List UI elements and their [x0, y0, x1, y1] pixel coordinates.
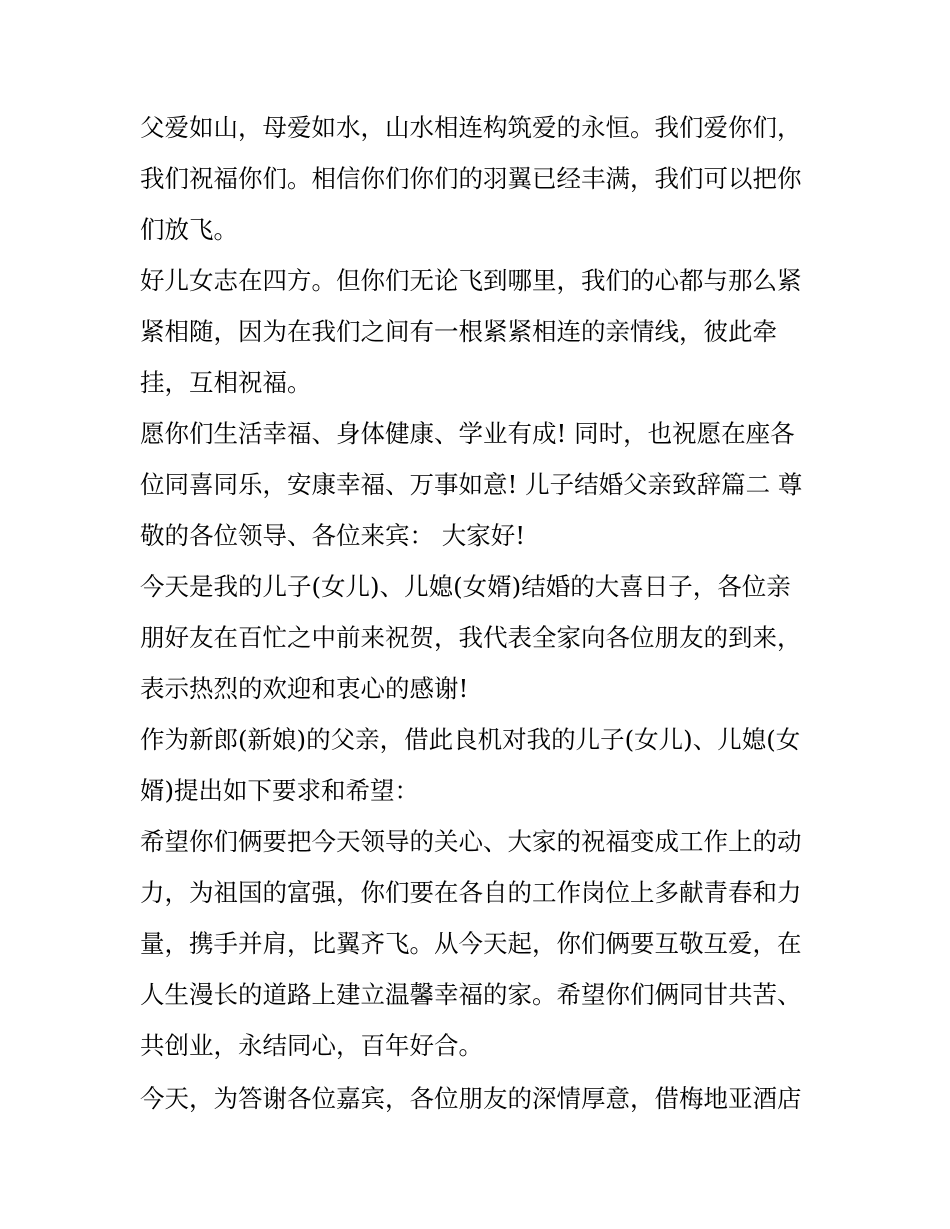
paragraph-7	[140, 1073, 820, 1124]
paragraph-3	[140, 408, 820, 561]
text-line: 今天是我的儿子(女儿)、儿媳(女婿)结婚的大喜日子，各位亲	[140, 572, 791, 601]
text-line: 今天，为答谢各位嘉宾，各位朋友的深情厚意，借梅地亚酒店	[140, 1084, 802, 1113]
text-line: 作为新郎(新娘)的父亲，借此良机对我的儿子(女儿)、儿媳(女	[140, 725, 801, 754]
text-line: 朋好友在百忙之中前来祝贺，我代表全家向各位朋友的到来，	[140, 623, 802, 652]
paragraph-2	[140, 255, 820, 408]
text-line: 婿)提出如下要求和希望：	[140, 776, 420, 805]
text-line: 敬的各位领导、各位来宾： 大家好!	[140, 521, 526, 550]
text-line: 量，携手并肩，比翼齐飞。从今天起，你们俩要互敬互爱，在	[140, 929, 802, 958]
paragraph-1	[140, 102, 820, 255]
text-line: 紧相随，因为在我们之间有一根紧紧相连的亲情线，彼此牵	[140, 317, 777, 346]
text-line: 共创业，永结同心，百年好合。	[140, 1031, 483, 1060]
text-line: 位同喜同乐，安康幸福、万事如意! 儿子结婚父亲致辞篇二 尊	[140, 470, 803, 499]
text-line: 希望你们俩要把今天领导的关心、大家的祝福变成工作上的动	[140, 827, 802, 856]
text-line: 我们祝福你们。相信你们你们的羽翼已经丰满，我们可以把你	[140, 164, 802, 193]
paragraph-5	[140, 714, 820, 816]
text-line: 力，为祖国的富强，你们要在各自的工作岗位上多献青春和力	[140, 878, 802, 907]
text-line: 愿你们生活幸福、身体健康、学业有成! 同时，也祝愿在座各	[140, 419, 795, 448]
text-line: 表示热烈的欢迎和衷心的感谢!	[140, 674, 469, 703]
text-line: 人生漫长的道路上建立温馨幸福的家。希望你们俩同甘共苦、	[140, 980, 802, 1009]
paragraph-4	[140, 561, 820, 714]
text-line: 们放飞。	[140, 215, 238, 244]
paragraph-6	[140, 816, 820, 1071]
document-body	[140, 102, 820, 1124]
text-line: 父爱如山，母爱如水，山水相连构筑爱的永恒。我们爱你们，	[140, 113, 802, 142]
text-line: 好儿女志在四方。但你们无论飞到哪里，我们的心都与那么紧	[140, 266, 802, 295]
text-line: 挂，互相祝福。	[140, 368, 312, 397]
